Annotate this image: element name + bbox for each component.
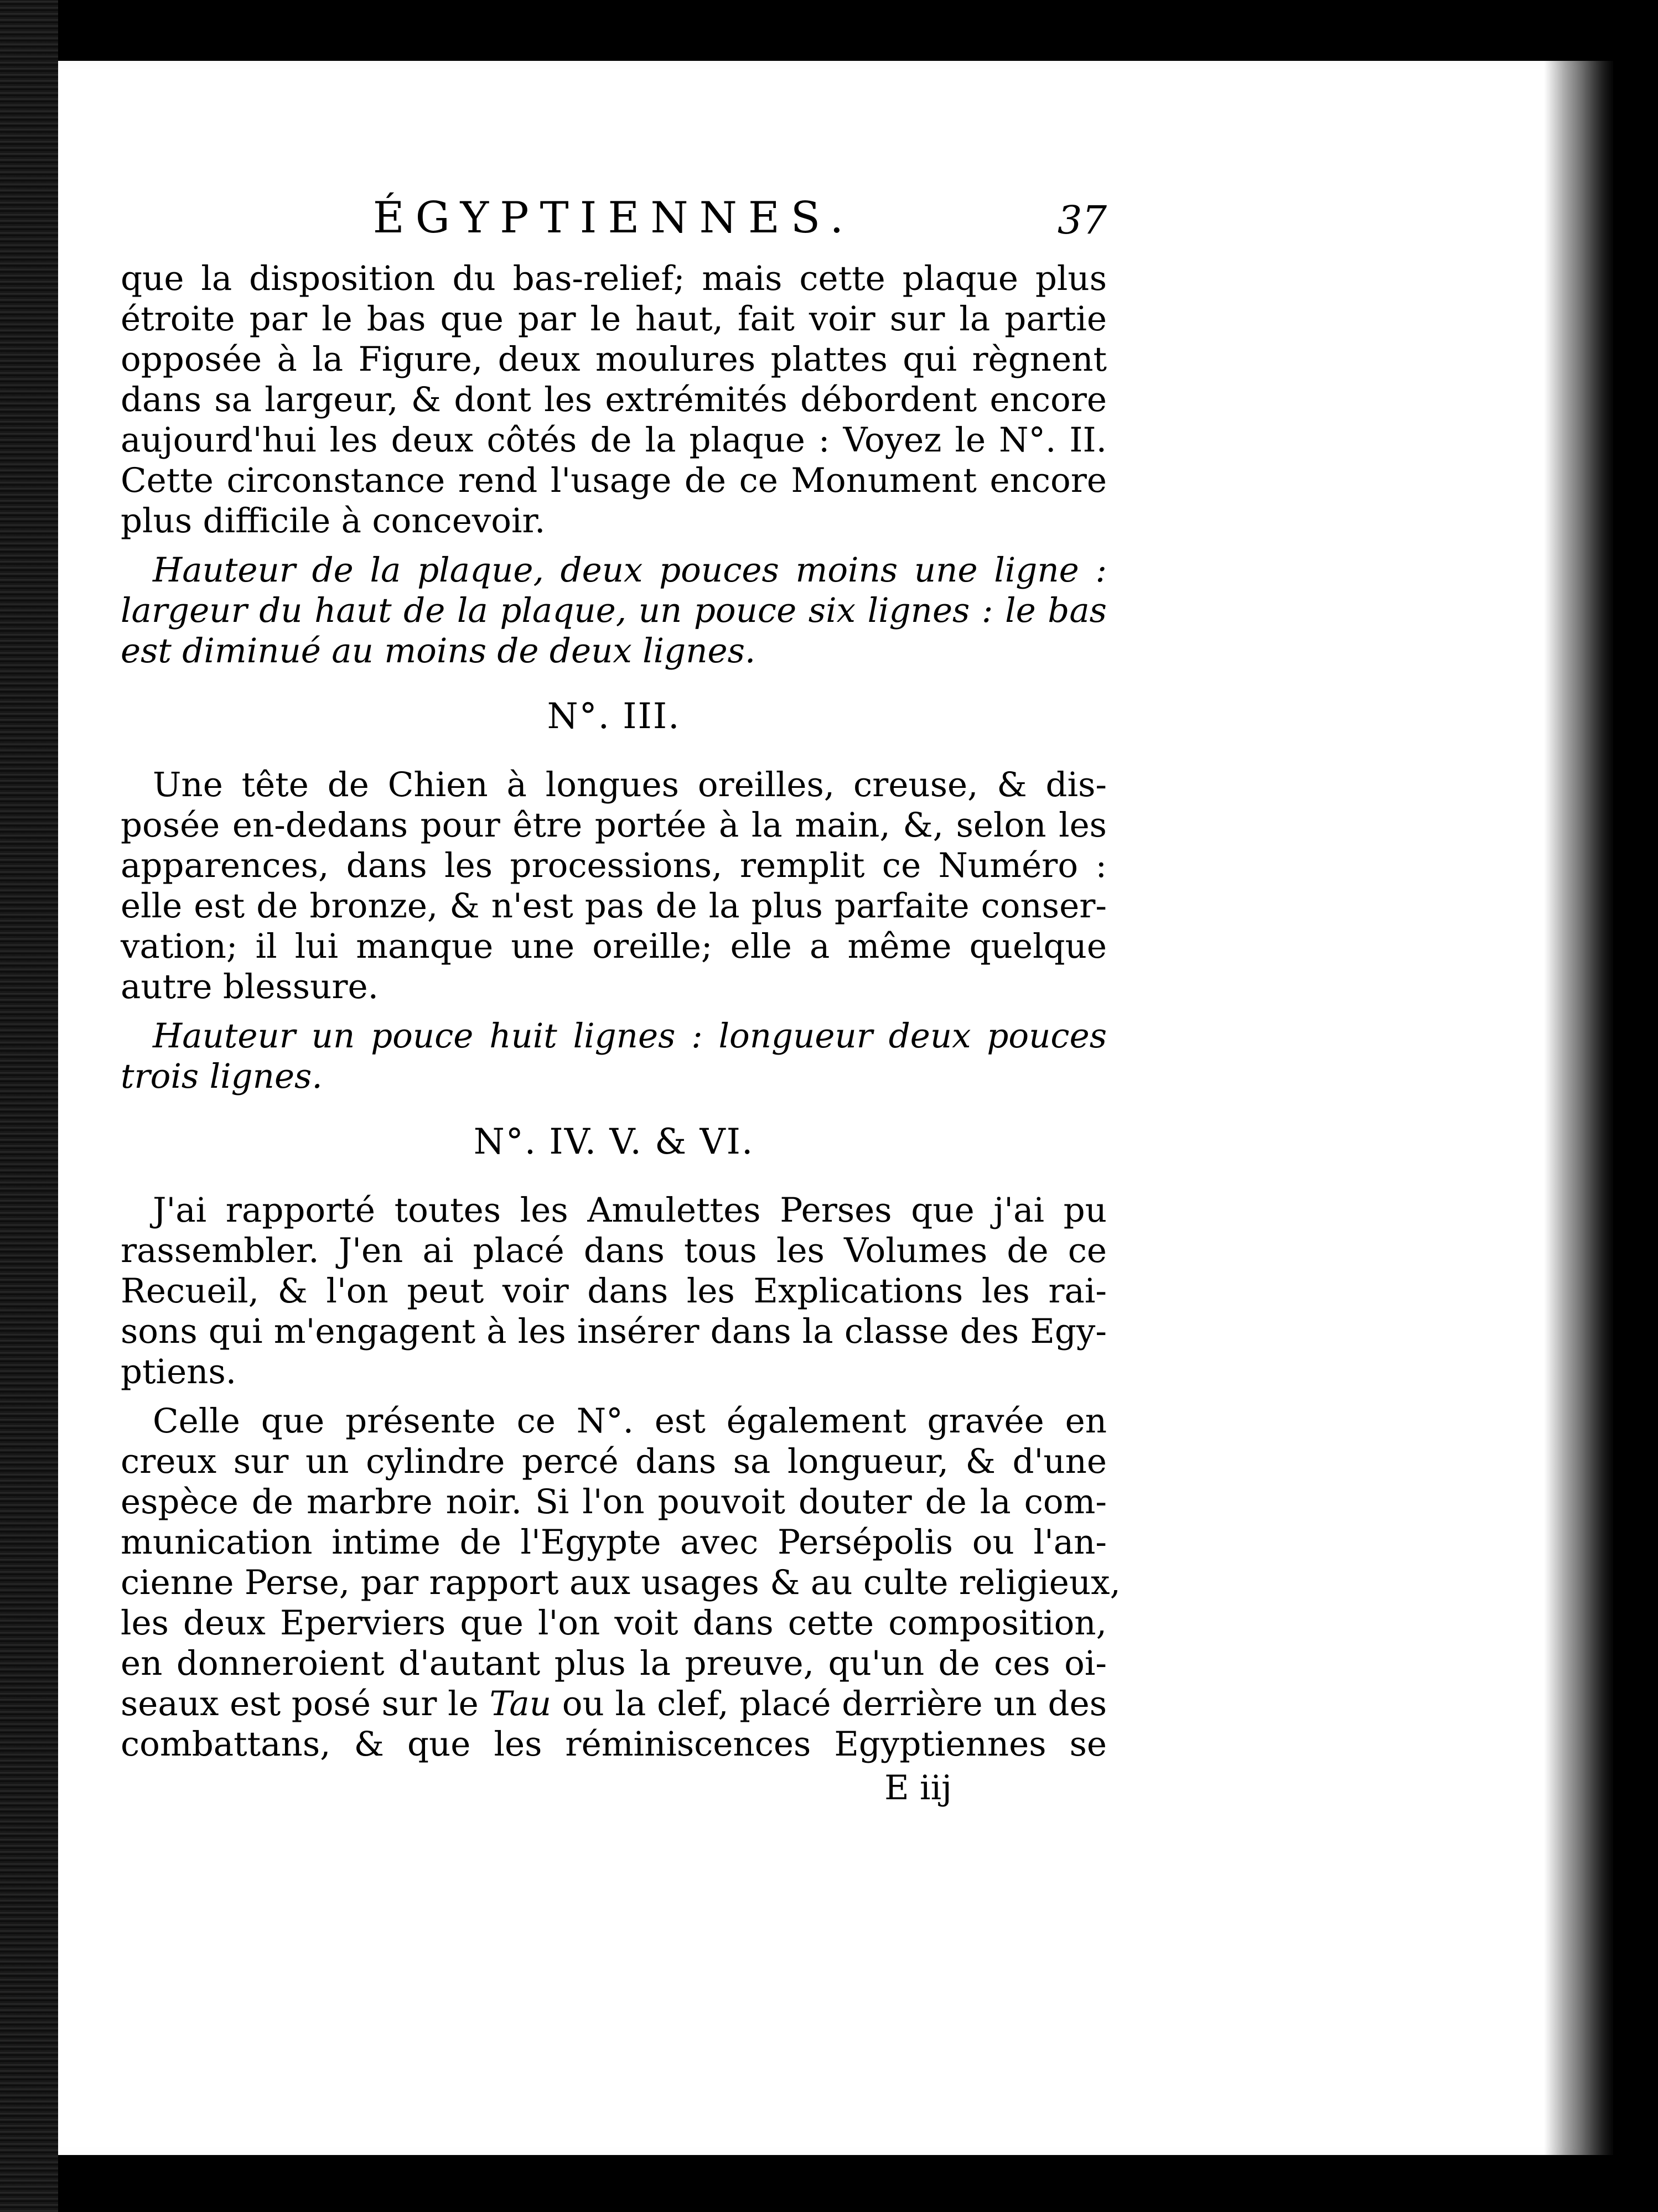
- text-line-with-italic: [121, 1684, 1107, 1724]
- text-line: plus difficile à concevoir.: [121, 501, 546, 541]
- text-line: que la disposition du bas-relief; mais cette plaque plus: [121, 259, 1107, 298]
- text-line: en donneroient d'autant plus la preuve, qu'un de ces oi-: [121, 1644, 1107, 1683]
- paragraph-n4-continued: [121, 1401, 1121, 1764]
- text-line: autre blessure.: [121, 967, 379, 1006]
- text-line: sons qui m'engagent à les insérer dans la classe des Egy-: [121, 1312, 1107, 1351]
- text-line: rassembler. J'en ai placé dans tous les Volumes de ce: [121, 1231, 1107, 1270]
- text-line: Recueil, & l'on peut voir dans les Explications les rai-: [121, 1271, 1107, 1311]
- text-line: apparences, dans les processions, remplit ce Numéro :: [121, 846, 1107, 885]
- section-heading-n4-6: N°. IV. V. & VI.: [473, 1121, 754, 1162]
- text-line: J'ai rapporté toutes les Amulettes Perses que j'ai pu: [153, 1191, 1107, 1230]
- text-line: creux sur un cylindre percé dans sa longueur, & d'une: [121, 1442, 1107, 1481]
- text-line: étroite par le bas que par le haut, fait voir sur la partie: [121, 299, 1107, 339]
- text-line: est diminué au moins de deux lignes.: [121, 631, 756, 671]
- text-line: elle est de bronze, & n'est pas de la plus parfaite conser-: [121, 886, 1107, 926]
- paragraph-n3: [121, 765, 1107, 1007]
- text-line: ptiens.: [121, 1352, 237, 1391]
- text-line: trois lignes.: [121, 1057, 323, 1096]
- text-line: les deux Eperviers que l'on voit dans cette composition,: [121, 1603, 1107, 1643]
- text-line: Une tête de Chien à longues oreilles, creuse, & dis-: [153, 765, 1107, 804]
- text-segment: seaux est posé sur le: [121, 1684, 490, 1723]
- text-line: dans sa largeur, & dont les extrémités débordent encore: [121, 380, 1107, 419]
- page-gutter-shadow: [1544, 61, 1616, 2155]
- section-heading-n3: N°. III.: [547, 696, 681, 737]
- text-line: espèce de marbre noir. Si l'on pouvoit douter de la com-: [121, 1482, 1107, 1522]
- text-line: cienne Perse, par rapport aux usages & au culte religieux,: [121, 1563, 1121, 1602]
- text-line: posée en-dedans pour être portée à la main, &, selon les: [121, 806, 1107, 845]
- page-text-block: [121, 193, 1121, 1808]
- paragraph-n4: [121, 1190, 1107, 1392]
- text-segment: ou la clef, placé derrière un des: [551, 1684, 1107, 1723]
- running-head-title: ÉGYPTIENNES.: [372, 193, 855, 243]
- text-line: Hauteur un pouce huit lignes : longueur deux pouces: [153, 1016, 1107, 1056]
- text-line: Cette circonstance rend l'usage de ce Monument encore: [121, 461, 1107, 500]
- text-line: largeur du haut de la plaque, un pouce six lignes : le bas: [121, 591, 1107, 630]
- page-number: 37: [1057, 198, 1107, 243]
- scan-border-left: [0, 0, 58, 2212]
- text-line: Celle que présente ce N°. est également gravée en: [153, 1401, 1107, 1441]
- signature-mark: E iij: [884, 1768, 952, 1808]
- text-line: munication intime de l'Egypte avec Persépolis ou l'an-: [121, 1523, 1107, 1562]
- text-line: opposée à la Figure, deux moulures plattes qui règnent: [121, 340, 1107, 379]
- text-line: Hauteur de la plaque, deux pouces moins une ligne :: [153, 551, 1107, 590]
- text-line: aujourd'hui les deux côtés de la plaque : Voyez le N°. II.: [121, 420, 1107, 460]
- dimensions-note: [121, 1016, 1107, 1097]
- italic-term: Tau: [489, 1684, 552, 1723]
- running-head: [121, 193, 1107, 258]
- paragraph-continuation: [121, 258, 1107, 541]
- text-line: vation; il lui manque une oreille; elle a même quelque: [121, 927, 1107, 966]
- dimensions-note: [121, 550, 1107, 671]
- text-line: combattans, & que les réminiscences Egyptiennes se: [121, 1725, 1107, 1764]
